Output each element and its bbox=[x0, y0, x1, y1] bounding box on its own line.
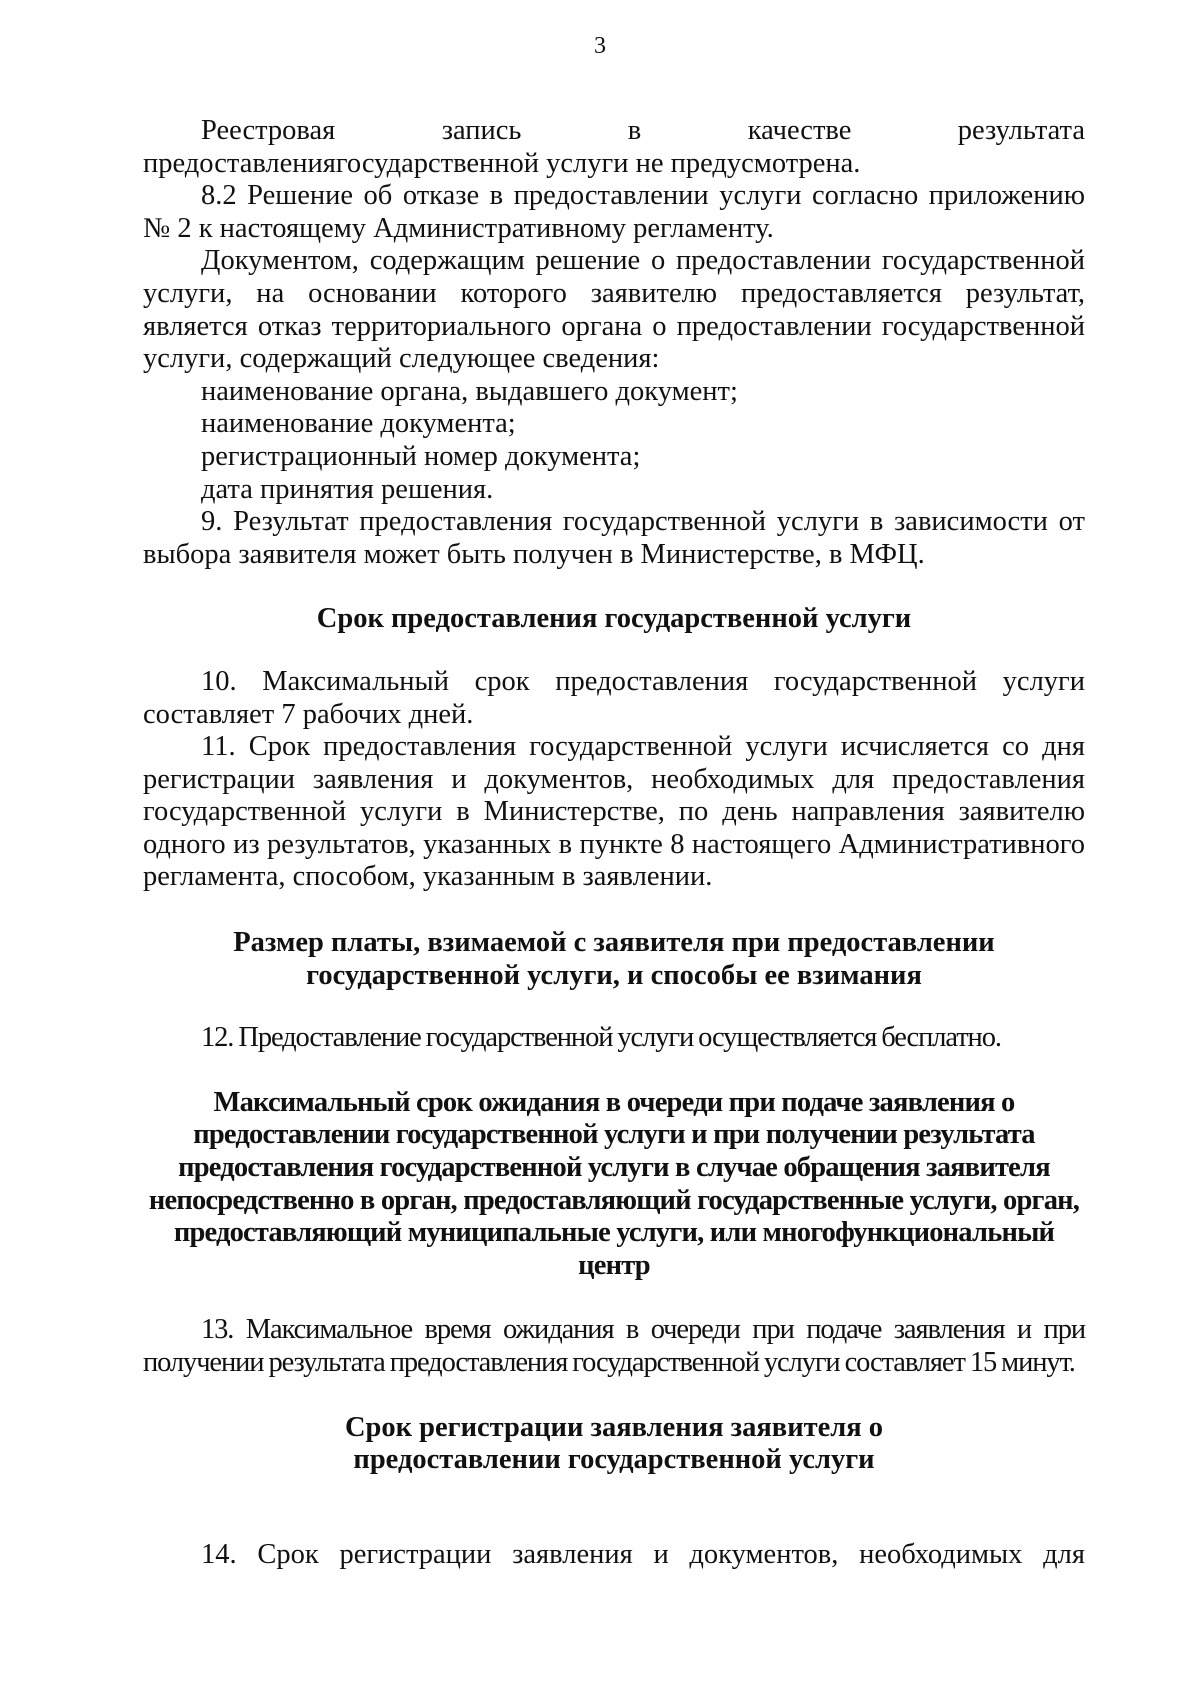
list-item: наименование органа, выдавшего документ; bbox=[201, 375, 738, 407]
paragraph-14: 14. Срок регистрации заявления и документов, необходимых для bbox=[201, 1538, 1085, 1570]
paragraph-9: 9. Результат предоставления государственной услуги в зависимости от выбора заявителя может быть получен в Министерстве, в МФЦ. bbox=[143, 506, 1085, 570]
list-item: регистрационный номер документа; bbox=[201, 440, 641, 472]
paragraph-8-2: 8.2 Решение об отказе в предоставлении услуги согласно приложению № 2 к настоящему Административному регламенту. bbox=[143, 180, 1085, 244]
page-number: 3 bbox=[594, 33, 606, 59]
heading-queue-time: Максимальный срок ожидания в очереди при подаче заявления о предоставлении государственной услуги и при получении результата предоставления государственной услуги в случае обращения заявителя непосредственно в орган, предоставляющий государственные услуги, орган, предоставляющий муниципальные услуги, или многофункциональный центр bbox=[148, 1086, 1080, 1281]
document-body bbox=[143, 115, 1085, 1571]
heading-registration-term: Срок регистрации заявления заявителя о предоставлении государственной услуги bbox=[344, 1411, 884, 1476]
heading-fee: Размер платы, взимаемой с заявителя при предоставлении государственной услуги, и способы ее взимания bbox=[233, 927, 995, 991]
paragraph-11: 11. Срок предоставления государственной услуги исчисляется со дня регистрации заявления и документов, необходимых для предоставления государственной услуги в Министерстве, по день направления заявителю одного из результатов, указанных в пункте 8 настоящего Административного регламента, способом, указанным в заявлении. bbox=[143, 731, 1085, 893]
paragraph-13: 13. Максимальное время ожидания в очереди при подаче заявления и при получении результата предоставления государственной услуги составляет 15 минут. bbox=[143, 1314, 1085, 1378]
required-details-list bbox=[143, 376, 1085, 506]
list-item: дата принятия решения. bbox=[201, 473, 494, 505]
list-item: наименование документа; bbox=[201, 408, 516, 440]
paragraph-10: 10. Максимальный срок предоставления государственной услуги составляет 7 рабочих дней. bbox=[143, 665, 1085, 730]
paragraph-result-document: Документом, содержащим решение о предоставлении государственной услуги, на основании которого заявителю предоставляется результат, является отказ территориального органа о предоставлении государственной услуги, содержащий следующее сведения: bbox=[143, 245, 1085, 375]
paragraph-12: 12. Предоставление государственной услуги осуществляется бесплатно. bbox=[201, 1022, 1001, 1054]
paragraph-registry-record: Реестровая запись в качестве результата предоставлениягосударственной услуги не предусмотрена. bbox=[143, 115, 1085, 179]
heading-service-term: Срок предоставления государственной услуги bbox=[316, 603, 912, 635]
